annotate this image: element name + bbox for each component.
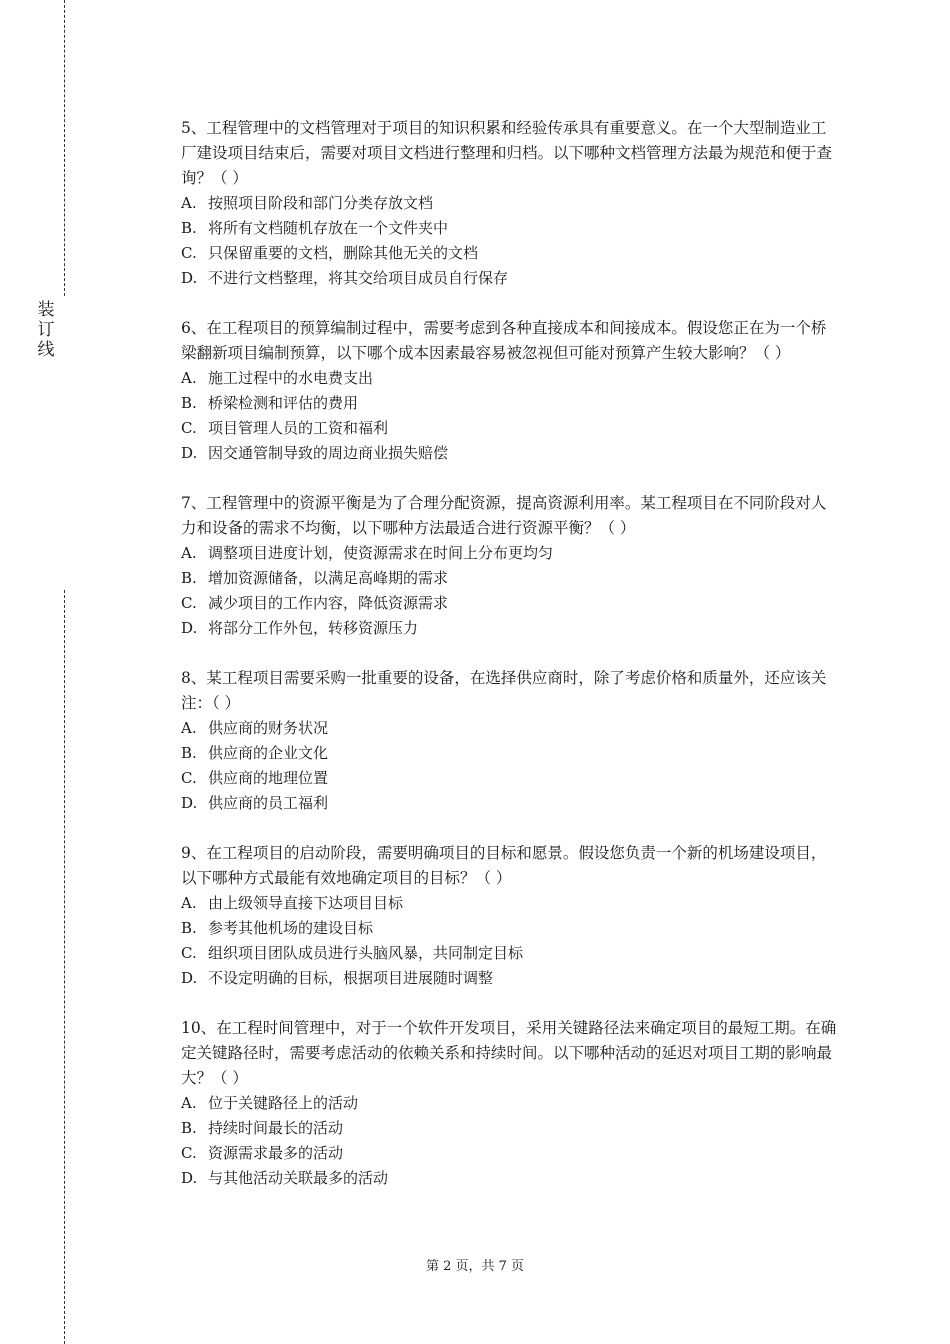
- option-a: [181, 366, 841, 391]
- option-key: B.: [181, 744, 197, 762]
- option-key: B.: [181, 219, 197, 237]
- option-key: B.: [181, 569, 197, 587]
- option-text: 不进行文档整理，将其交给项目成员自行保存: [208, 269, 509, 287]
- question-5: [181, 116, 841, 291]
- option-text: 增加资源储备，以满足高峰期的需求: [208, 569, 449, 587]
- page-footer: [0, 1258, 950, 1276]
- option-d: [181, 966, 841, 991]
- option-key: B.: [181, 394, 197, 412]
- option-key: A.: [181, 369, 197, 387]
- option-d: [181, 1166, 841, 1191]
- option-c: [181, 591, 841, 616]
- option-text: 供应商的企业文化: [208, 744, 329, 762]
- option-text: 桥梁检测和评估的费用: [208, 394, 359, 412]
- option-text: 减少项目的工作内容，降低资源需求: [208, 594, 449, 612]
- option-d: [181, 266, 841, 291]
- option-key: A.: [181, 1094, 197, 1112]
- option-key: C.: [181, 594, 197, 612]
- option-key: C.: [181, 769, 197, 787]
- question-7: [181, 491, 841, 641]
- option-text: 参考其他机场的建设目标: [208, 919, 374, 937]
- option-d: [181, 616, 841, 641]
- option-key: C.: [181, 244, 197, 262]
- option-key: D.: [181, 619, 198, 637]
- option-key: B.: [181, 919, 197, 937]
- question-8: [181, 666, 841, 816]
- option-text: 不设定明确的目标，根据项目进展随时调整: [208, 969, 494, 987]
- option-text: 供应商的地理位置: [208, 769, 329, 787]
- option-b: [181, 566, 841, 591]
- option-text: 调整项目进度计划，使资源需求在时间上分布更均匀: [208, 544, 554, 562]
- option-key: A.: [181, 544, 197, 562]
- option-d: [181, 441, 841, 466]
- binding-label: [36, 300, 56, 360]
- option-text: 因交通管制导致的周边商业损失赔偿: [208, 444, 449, 462]
- option-key: B.: [181, 1119, 197, 1137]
- option-c: [181, 416, 841, 441]
- option-b: [181, 391, 841, 416]
- option-a: [181, 191, 841, 216]
- option-key: D.: [181, 269, 198, 287]
- option-text: 组织项目团队成员进行头脑风暴，共同制定目标: [208, 944, 524, 962]
- option-key: D.: [181, 1169, 198, 1187]
- binding-line-top: [64, 0, 65, 296]
- binding-label-char: 线: [37, 340, 55, 360]
- option-key: D.: [181, 969, 198, 987]
- option-text: 供应商的财务状况: [208, 719, 329, 737]
- option-text: 与其他活动关联最多的活动: [208, 1169, 389, 1187]
- option-a: [181, 716, 841, 741]
- option-text: 施工过程中的水电费支出: [208, 369, 374, 387]
- option-c: [181, 241, 841, 266]
- question-text: 7、工程管理中的资源平衡是为了合理分配资源，提高资源利用率。某工程项目在不同阶段对人力和设备的需求不均衡，以下哪种方法最适合进行资源平衡？（ ）: [181, 494, 827, 537]
- option-key: A.: [181, 719, 197, 737]
- option-text: 将所有文档随机存放在一个文件夹中: [208, 219, 449, 237]
- option-text: 位于关键路径上的活动: [208, 1094, 359, 1112]
- option-c: [181, 766, 841, 791]
- question-6: [181, 316, 841, 466]
- option-c: [181, 941, 841, 966]
- question-list: [181, 116, 841, 1216]
- option-text: 只保留重要的文档，删除其他无关的文档: [208, 244, 479, 262]
- option-b: [181, 216, 841, 241]
- question-text: 8、某工程项目需要采购一批重要的设备，在选择供应商时，除了考虑价格和质量外，还应该关注：（ ）: [181, 669, 827, 712]
- option-text: 项目管理人员的工资和福利: [208, 419, 389, 437]
- option-key: D.: [181, 794, 198, 812]
- option-c: [181, 1141, 841, 1166]
- option-a: [181, 891, 841, 916]
- option-a: [181, 1091, 841, 1116]
- option-key: A.: [181, 194, 197, 212]
- option-key: C.: [181, 419, 197, 437]
- page-number: 第 2 页，共 7 页: [425, 1259, 525, 1274]
- option-b: [181, 916, 841, 941]
- question-text: 5、工程管理中的文档管理对于项目的知识积累和经验传承具有重要意义。在一个大型制造业工厂建设项目结束后，需要对项目文档进行整理和归档。以下哪种文档管理方法最为规范和便于查询？（ ）: [181, 119, 833, 187]
- option-key: D.: [181, 444, 198, 462]
- binding-line-bottom: [64, 590, 65, 1344]
- question-text: 10、在工程时间管理中，对于一个软件开发项目，采用关键路径法来确定项目的最短工期。在确定关键路径时，需要考虑活动的依赖关系和持续时间。以下哪种活动的延迟对项目工期的影响最大？（ ）: [181, 1019, 837, 1087]
- option-text: 资源需求最多的活动: [208, 1144, 344, 1162]
- option-key: C.: [181, 1144, 197, 1162]
- question-9: [181, 841, 841, 991]
- option-text: 按照项目阶段和部门分类存放文档: [208, 194, 434, 212]
- option-text: 供应商的员工福利: [208, 794, 329, 812]
- option-text: 由上级领导直接下达项目目标: [208, 894, 404, 912]
- option-b: [181, 741, 841, 766]
- option-key: A.: [181, 894, 197, 912]
- option-text: 将部分工作外包，转移资源压力: [208, 619, 419, 637]
- option-text: 持续时间最长的活动: [208, 1119, 344, 1137]
- option-b: [181, 1116, 841, 1141]
- question-text: 6、在工程项目的预算编制过程中，需要考虑到各种直接成本和间接成本。假设您正在为一个桥梁翻新项目编制预算，以下哪个成本因素最容易被忽视但可能对预算产生较大影响？（ ）: [181, 319, 827, 362]
- binding-label-char: 订: [37, 320, 55, 340]
- option-key: C.: [181, 944, 197, 962]
- question-text: 9、在工程项目的启动阶段，需要明确项目的目标和愿景。假设您负责一个新的机场建设项目，以下哪种方式最能有效地确定项目的目标？（ ）: [181, 844, 827, 887]
- question-10: [181, 1016, 841, 1191]
- binding-label-char: 装: [37, 300, 55, 320]
- option-d: [181, 791, 841, 816]
- option-a: [181, 541, 841, 566]
